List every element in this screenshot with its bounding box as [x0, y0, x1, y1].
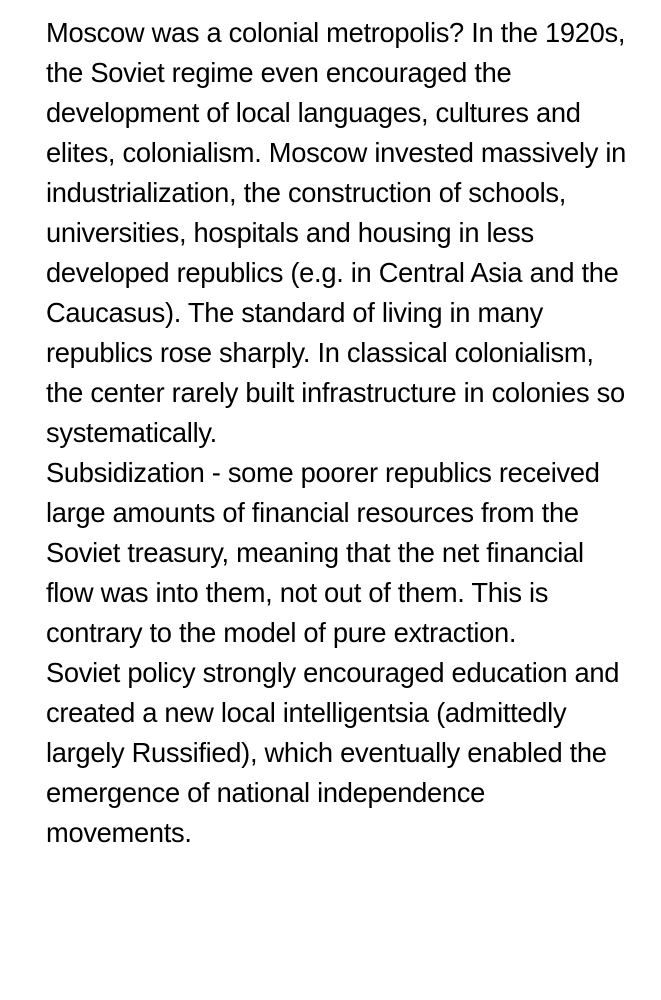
paragraph-education: Soviet policy strongly encouraged education and created a new local intelligentsia (admittedly largely Russified), which eventually enabled the emergence of national independence movements. — [46, 657, 620, 848]
paragraph-colonial-metropolis: Moscow was a colonial metropolis? In the 1920s, the Soviet regime even encouraged the development of local languages, cultures and elites, colonialism. Moscow invested massively in industrialization, the construction of schools, universities, hospitals and housing in less developed republics (e.g. in Central Asia and the Caucasus). The standard of living in many republics rose sharply. In classical colonialism, the center rarely built infrastructure in colonies so systematically. — [46, 17, 626, 448]
article-text — [46, 13, 626, 853]
paragraph-subsidization: Subsidization - some poorer republics received large amounts of financial resources from the Soviet treasury, meaning that the net financial flow was into them, not out of them. This is contrary to the model of pure extraction. — [46, 457, 600, 648]
